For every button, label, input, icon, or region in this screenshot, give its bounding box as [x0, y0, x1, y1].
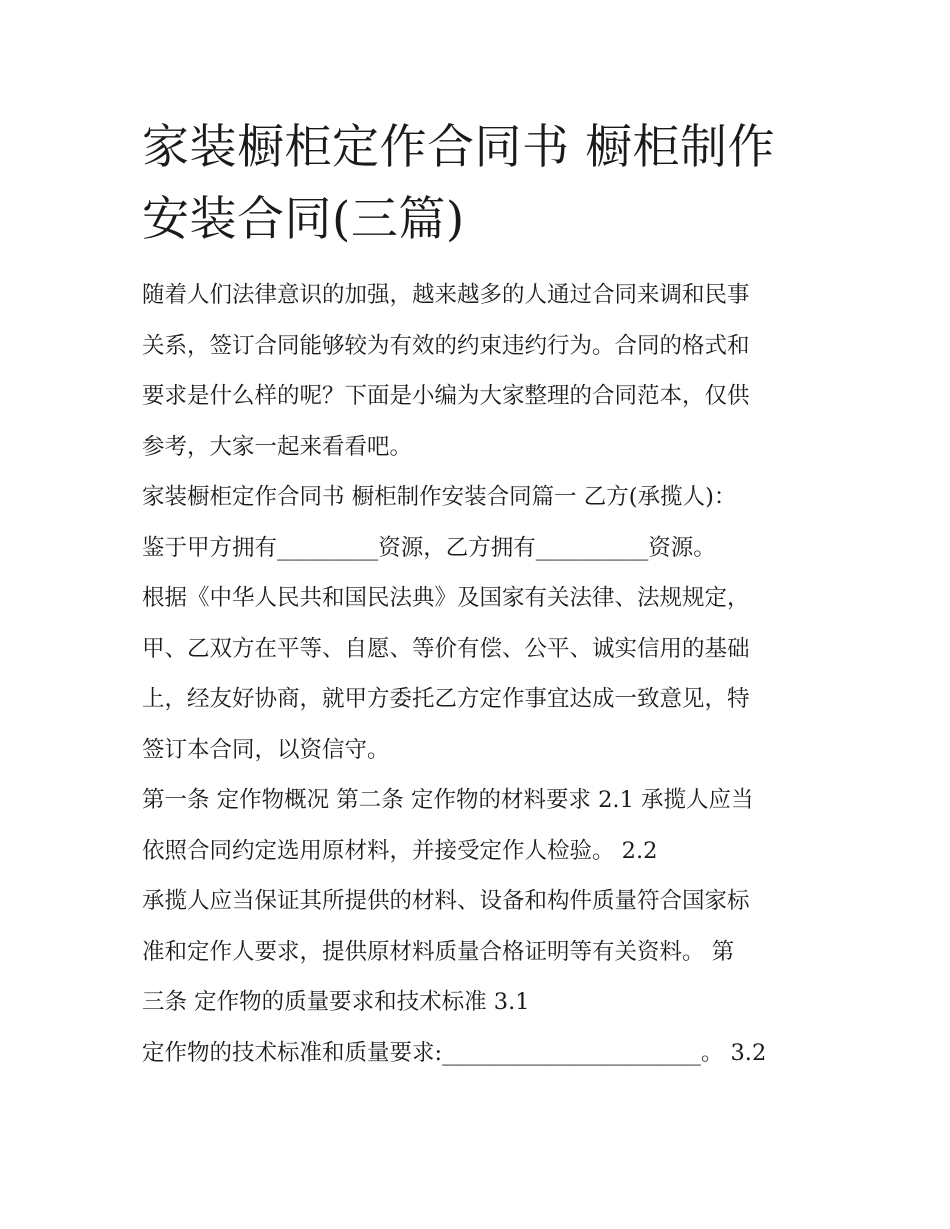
document-body: [142, 270, 822, 1078]
document-page: [142, 112, 822, 1078]
title-line-2: 安装合同(三篇): [142, 192, 465, 247]
body-line: 承揽人应当保证其所提供的材料、设备和构件质量符合国家标: [142, 888, 750, 914]
body-line: 参考，大家一起来看看吧。: [142, 433, 413, 460]
body-line: 签订本合同，以资信守。: [142, 736, 390, 763]
body-line: 关系，签订合同能够较为有效的约束违约行为。合同的格式和: [142, 332, 750, 359]
title-line-1: 家装橱柜定作合同书 橱柜制作: [142, 120, 775, 175]
body-line: 第一条 定作物概况 第二条 定作物的材料要求 2.1 承揽人应当: [142, 787, 754, 813]
body-line: 鉴于甲方拥有_________资源，乙方拥有__________资源。: [142, 534, 716, 561]
body-line: 要求是什么样的呢？下面是小编为大家整理的合同范本，仅供: [142, 383, 750, 409]
body-line: 依照合同约定选用原材料，并接受定作人检验。 2.2: [142, 837, 658, 864]
body-line: 三条 定作物的质量要求和技术标准 3.1: [142, 989, 530, 1015]
body-line: 上，经友好协商，就甲方委托乙方定作事宜达成一致意见，特: [142, 686, 750, 712]
body-line: 定作物的技术标准和质量要求:_______________________。 3.2: [142, 1039, 767, 1066]
body-line: 家装橱柜定作合同书 橱柜制作安装合同篇一 乙方(承揽人)：: [142, 484, 737, 510]
document-title: [142, 112, 822, 256]
body-line: 准和定作人要求，提供原材料质量合格证明等有关资料。 第: [142, 938, 735, 965]
body-line: 根据《中华人民共和国民法典》及国家有关法律、法规规定，: [142, 585, 750, 611]
body-line: 甲、乙双方在平等、自愿、等价有偿、公平、诚实信用的基础: [142, 635, 750, 662]
body-line: 随着人们法律意识的加强，越来越多的人通过合同来调和民事: [142, 282, 750, 308]
